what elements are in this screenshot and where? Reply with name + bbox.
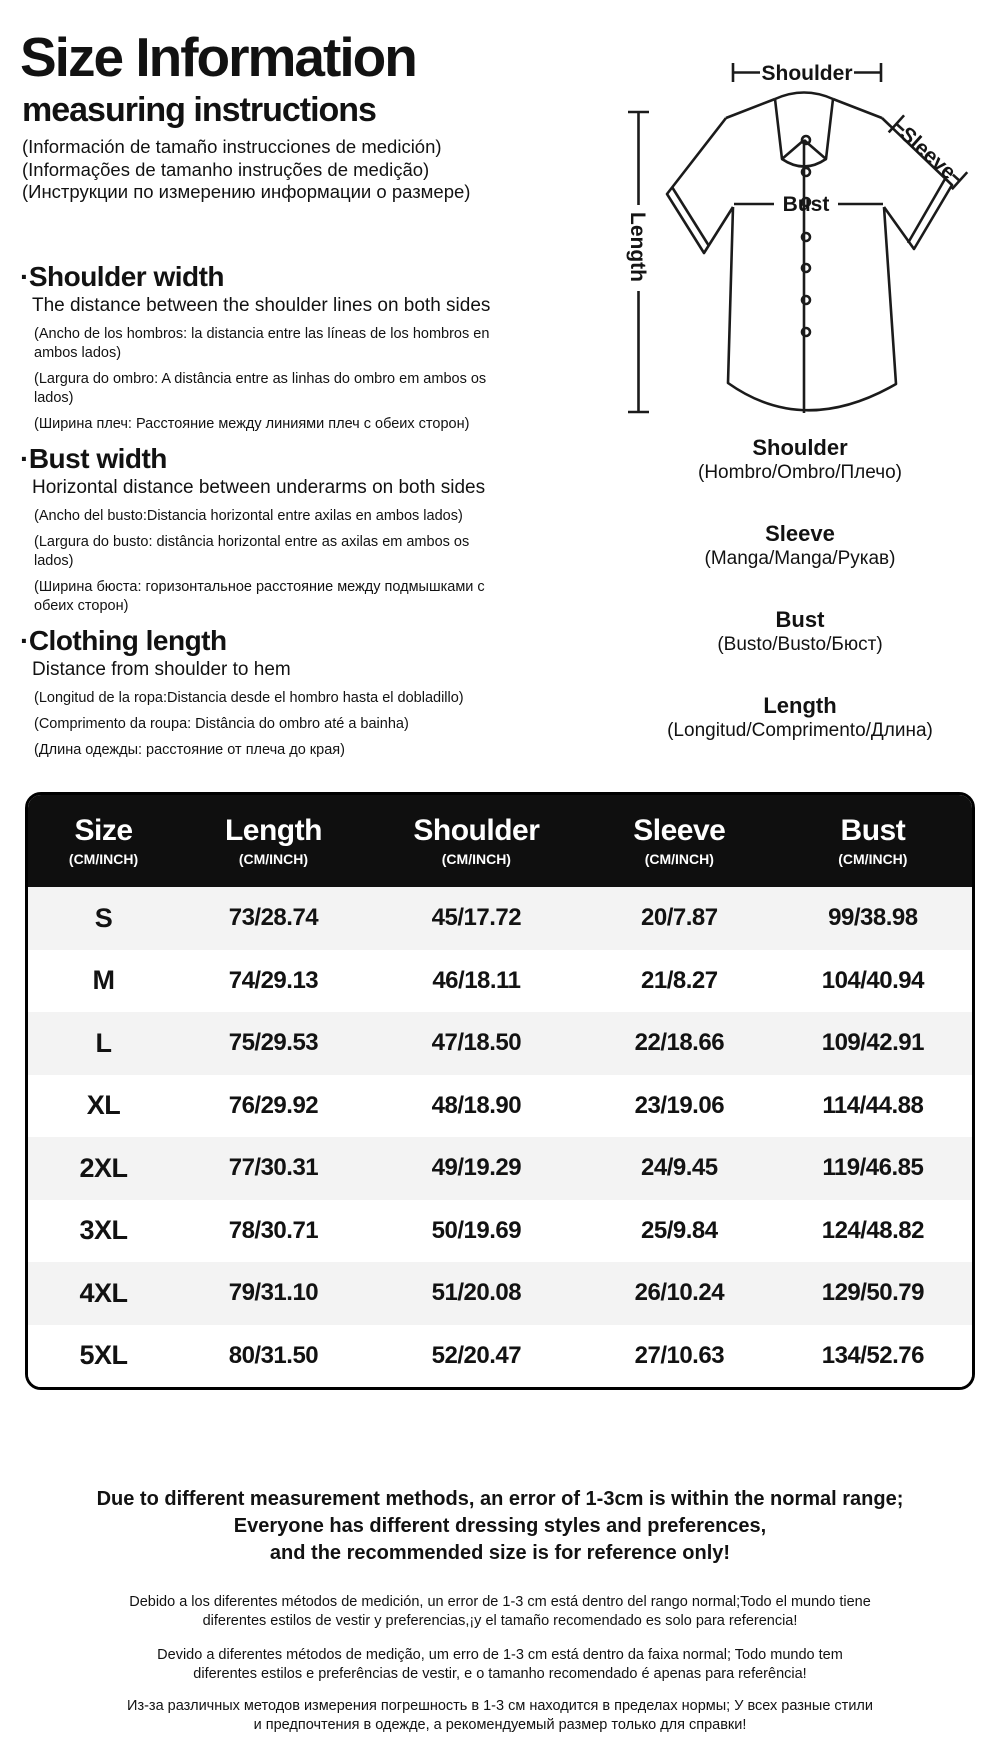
section-title: ·Clothing length <box>20 624 227 656</box>
legend-item-length <box>545 694 1000 742</box>
section-title: ·Shoulder width <box>20 260 225 292</box>
diagram-labels <box>626 62 960 282</box>
section-translation-ru: (Длина одежды: расстояние от плеча до края) <box>34 741 345 758</box>
length-cell: 76/29.92 <box>228 1091 319 1119</box>
size-cell: 5XL <box>79 1340 128 1371</box>
section-description: Distance from shoulder to hem <box>32 658 291 680</box>
col-label: Size <box>74 814 133 847</box>
shirt-diagram-svg <box>540 35 1000 425</box>
subtitle-translation-es: (Información de tamaño instrucciones de medición) <box>22 136 442 157</box>
disclaimer-en <box>0 1486 1000 1567</box>
page-subtitle: measuring instructions <box>22 91 376 129</box>
section-translation-es: (Ancho de los hombros: la distancia entre las líneas de los hombros en ambos lados) <box>34 325 490 361</box>
shirt-diagram <box>540 35 1000 425</box>
col-unit: (CM/INCH) <box>441 851 511 867</box>
section-description: Horizontal distance between underarms on both sides <box>32 476 486 498</box>
col-unit: (CM/INCH) <box>644 851 714 867</box>
disclaimer-pt-line: Devido a diferentes métodos de medição, um erro de 1-3 cm está dentro da faixa normal; Todo mundo tem <box>157 1647 843 1663</box>
section-shoulder-width <box>20 260 532 434</box>
legend-item-sleeve <box>545 522 1000 570</box>
size-cell: XL <box>86 1090 121 1121</box>
page-title: Size Information <box>20 26 416 88</box>
section-bust-width <box>20 442 532 616</box>
table-row <box>28 1200 972 1263</box>
col-header-sleeve <box>585 795 774 887</box>
bust-cell: 114/44.88 <box>822 1091 924 1119</box>
disclaimer-ru <box>0 1697 1000 1734</box>
section-clothing-length <box>20 624 532 760</box>
diagram-bust-label: Bust <box>782 193 830 216</box>
size-cell: L <box>95 1027 112 1058</box>
length-cell: 78/30.71 <box>228 1216 319 1244</box>
subtitle-translation-ru: (Инструкции по измерению информации о размере) <box>22 181 471 202</box>
bust-cell: 104/40.94 <box>821 966 924 994</box>
size-cell: 3XL <box>79 1215 128 1246</box>
legend-name: Length <box>763 693 837 718</box>
table-row <box>28 1012 972 1075</box>
diagram-length-label: Length <box>626 212 649 282</box>
shoulder-cell: 46/18.11 <box>432 966 521 994</box>
section-translation-pt: (Largura do busto: distância horizontal entre as axilas em ambos os lados) <box>34 533 470 569</box>
col-header-length <box>179 795 368 887</box>
sleeve-cell: 22/18.66 <box>634 1029 725 1057</box>
disclaimer-es <box>0 1593 1000 1630</box>
shirt-outline <box>628 63 967 413</box>
diagram-shoulder-label: Shoulder <box>761 62 853 85</box>
section-translation-es: (Longitud de la ropa:Distancia desde el hombro hasta el dobladillo) <box>34 689 464 706</box>
col-label: Sleeve <box>633 814 726 847</box>
bust-cell: 119/46.85 <box>822 1154 924 1182</box>
section-title: ·Bust width <box>20 442 167 474</box>
size-table <box>25 792 975 1390</box>
section-translation-es: (Ancho del busto:Distancia horizontal entre axilas en ambos lados) <box>34 507 463 524</box>
section-translation-pt: (Comprimento da roupa: Distância do ombro até a bainha) <box>34 715 409 732</box>
col-unit: (CM/INCH) <box>68 851 139 867</box>
table-row <box>28 1325 972 1388</box>
length-cell: 73/28.74 <box>228 904 319 932</box>
disclaimer-pt <box>0 1646 1000 1683</box>
length-cell: 74/29.13 <box>228 966 319 994</box>
sleeve-cell: 24/9.45 <box>641 1154 718 1182</box>
shoulder-cell: 49/19.29 <box>431 1154 522 1182</box>
legend-item-shoulder <box>545 436 1000 484</box>
table-header-row <box>28 795 972 887</box>
shoulder-cell: 47/18.50 <box>431 1029 522 1057</box>
legend-name: Bust <box>775 607 825 632</box>
bust-cell: 124/48.82 <box>821 1216 924 1244</box>
measuring-instructions-column <box>20 26 532 760</box>
section-translation-ru: (Ширина плеч: Расстояние между линиями плеч с обеих сторон) <box>34 415 470 432</box>
col-label: Bust <box>840 814 906 847</box>
disclaimer-ru-line: и предпочтения в одежде, а рекомендуемый размер только для справки! <box>253 1716 747 1733</box>
col-label: Shoulder <box>413 814 540 847</box>
size-cell: M <box>92 965 115 996</box>
disclaimer-es-line: diferentes estilos de vestir y preferencias,¡y el tamaño recomendado es solo para referencia! <box>202 1612 798 1629</box>
bust-cell: 109/42.91 <box>821 1029 924 1057</box>
subtitle-translation-pt: (Informações de tamanho instruções de medição) <box>22 158 430 180</box>
shoulder-cell: 48/18.90 <box>431 1091 522 1119</box>
bust-cell: 134/52.76 <box>821 1341 924 1369</box>
table-row <box>28 1137 972 1200</box>
col-header-bust <box>774 795 972 887</box>
bust-cell: 129/50.79 <box>821 1279 924 1307</box>
sleeve-cell: 23/19.06 <box>634 1091 725 1119</box>
sleeve-cell: 27/10.63 <box>634 1341 725 1369</box>
size-cell: S <box>94 902 113 933</box>
disclaimer-pt-line: diferentes estilos e preferências de vestir, e o tamanho recomendado é apenas para referência! <box>193 1665 807 1682</box>
measure-legend <box>545 436 1000 780</box>
legend-name: Sleeve <box>765 521 835 546</box>
legend-translation: (Hombro/Ombro/Плечо) <box>698 462 902 483</box>
disclaimer <box>0 1486 1000 1734</box>
legend-name: Shoulder <box>752 435 848 460</box>
disclaimer-en-line: and the recommended size is for reference only! <box>269 1542 731 1564</box>
legend-translation: (Longitud/Comprimento/Длина) <box>667 720 933 741</box>
legend-item-bust <box>545 608 1000 656</box>
disclaimer-ru-line: Из-за различных методов измерения погрешность в 1-3 см находится в пределах нормы; У всех разные стили <box>127 1698 873 1714</box>
sleeve-cell: 21/8.27 <box>641 966 718 994</box>
shoulder-cell: 45/17.72 <box>431 904 522 932</box>
length-cell: 79/31.10 <box>228 1279 319 1307</box>
shoulder-cell: 50/19.69 <box>431 1216 522 1244</box>
size-cell: 2XL <box>79 1152 128 1183</box>
shoulder-cell: 51/20.08 <box>431 1279 522 1307</box>
size-cell: 4XL <box>79 1277 128 1308</box>
sleeve-cell: 26/10.24 <box>634 1279 725 1307</box>
col-unit: (CM/INCH) <box>838 851 908 867</box>
length-cell: 77/30.31 <box>228 1154 319 1182</box>
table-row <box>28 1075 972 1138</box>
table-row <box>28 950 972 1013</box>
col-header-size <box>28 795 179 887</box>
table-row <box>28 887 972 950</box>
col-label: Length <box>224 814 322 847</box>
disclaimer-es-line: Debido a los diferentes métodos de medición, un error de 1-3 cm está dentro del rango normal;Todo el mundo tiene <box>129 1594 871 1610</box>
disclaimer-en-line: Due to different measurement methods, an error of 1-3cm is within the normal range; <box>96 1488 904 1510</box>
bust-cell: 99/38.98 <box>828 904 918 932</box>
sleeve-cell: 25/9.84 <box>641 1216 718 1244</box>
section-description: The distance between the shoulder lines on both sides <box>32 294 491 316</box>
shoulder-cell: 52/20.47 <box>431 1341 522 1369</box>
col-header-shoulder <box>368 795 585 887</box>
table-row <box>28 1262 972 1325</box>
legend-translation: (Busto/Busto/Бюст) <box>717 634 883 655</box>
sleeve-cell: 20/7.87 <box>641 904 718 932</box>
diagram-sleeve-label: Sleeve <box>895 122 961 185</box>
length-cell: 80/31.50 <box>228 1341 319 1369</box>
section-translation-pt: (Largura do ombro: A distância entre as linhas do ombro em ambos os lados) <box>34 370 487 406</box>
legend-translation: (Manga/Manga/Рукав) <box>704 548 896 569</box>
section-translation-ru: (Ширина бюста: горизонтальное расстояние между подмышками с обеих сторон) <box>34 578 485 614</box>
col-unit: (CM/INCH) <box>238 851 309 867</box>
length-cell: 75/29.53 <box>228 1029 319 1057</box>
disclaimer-en-line: Everyone has different dressing styles and preferences, <box>233 1515 767 1537</box>
